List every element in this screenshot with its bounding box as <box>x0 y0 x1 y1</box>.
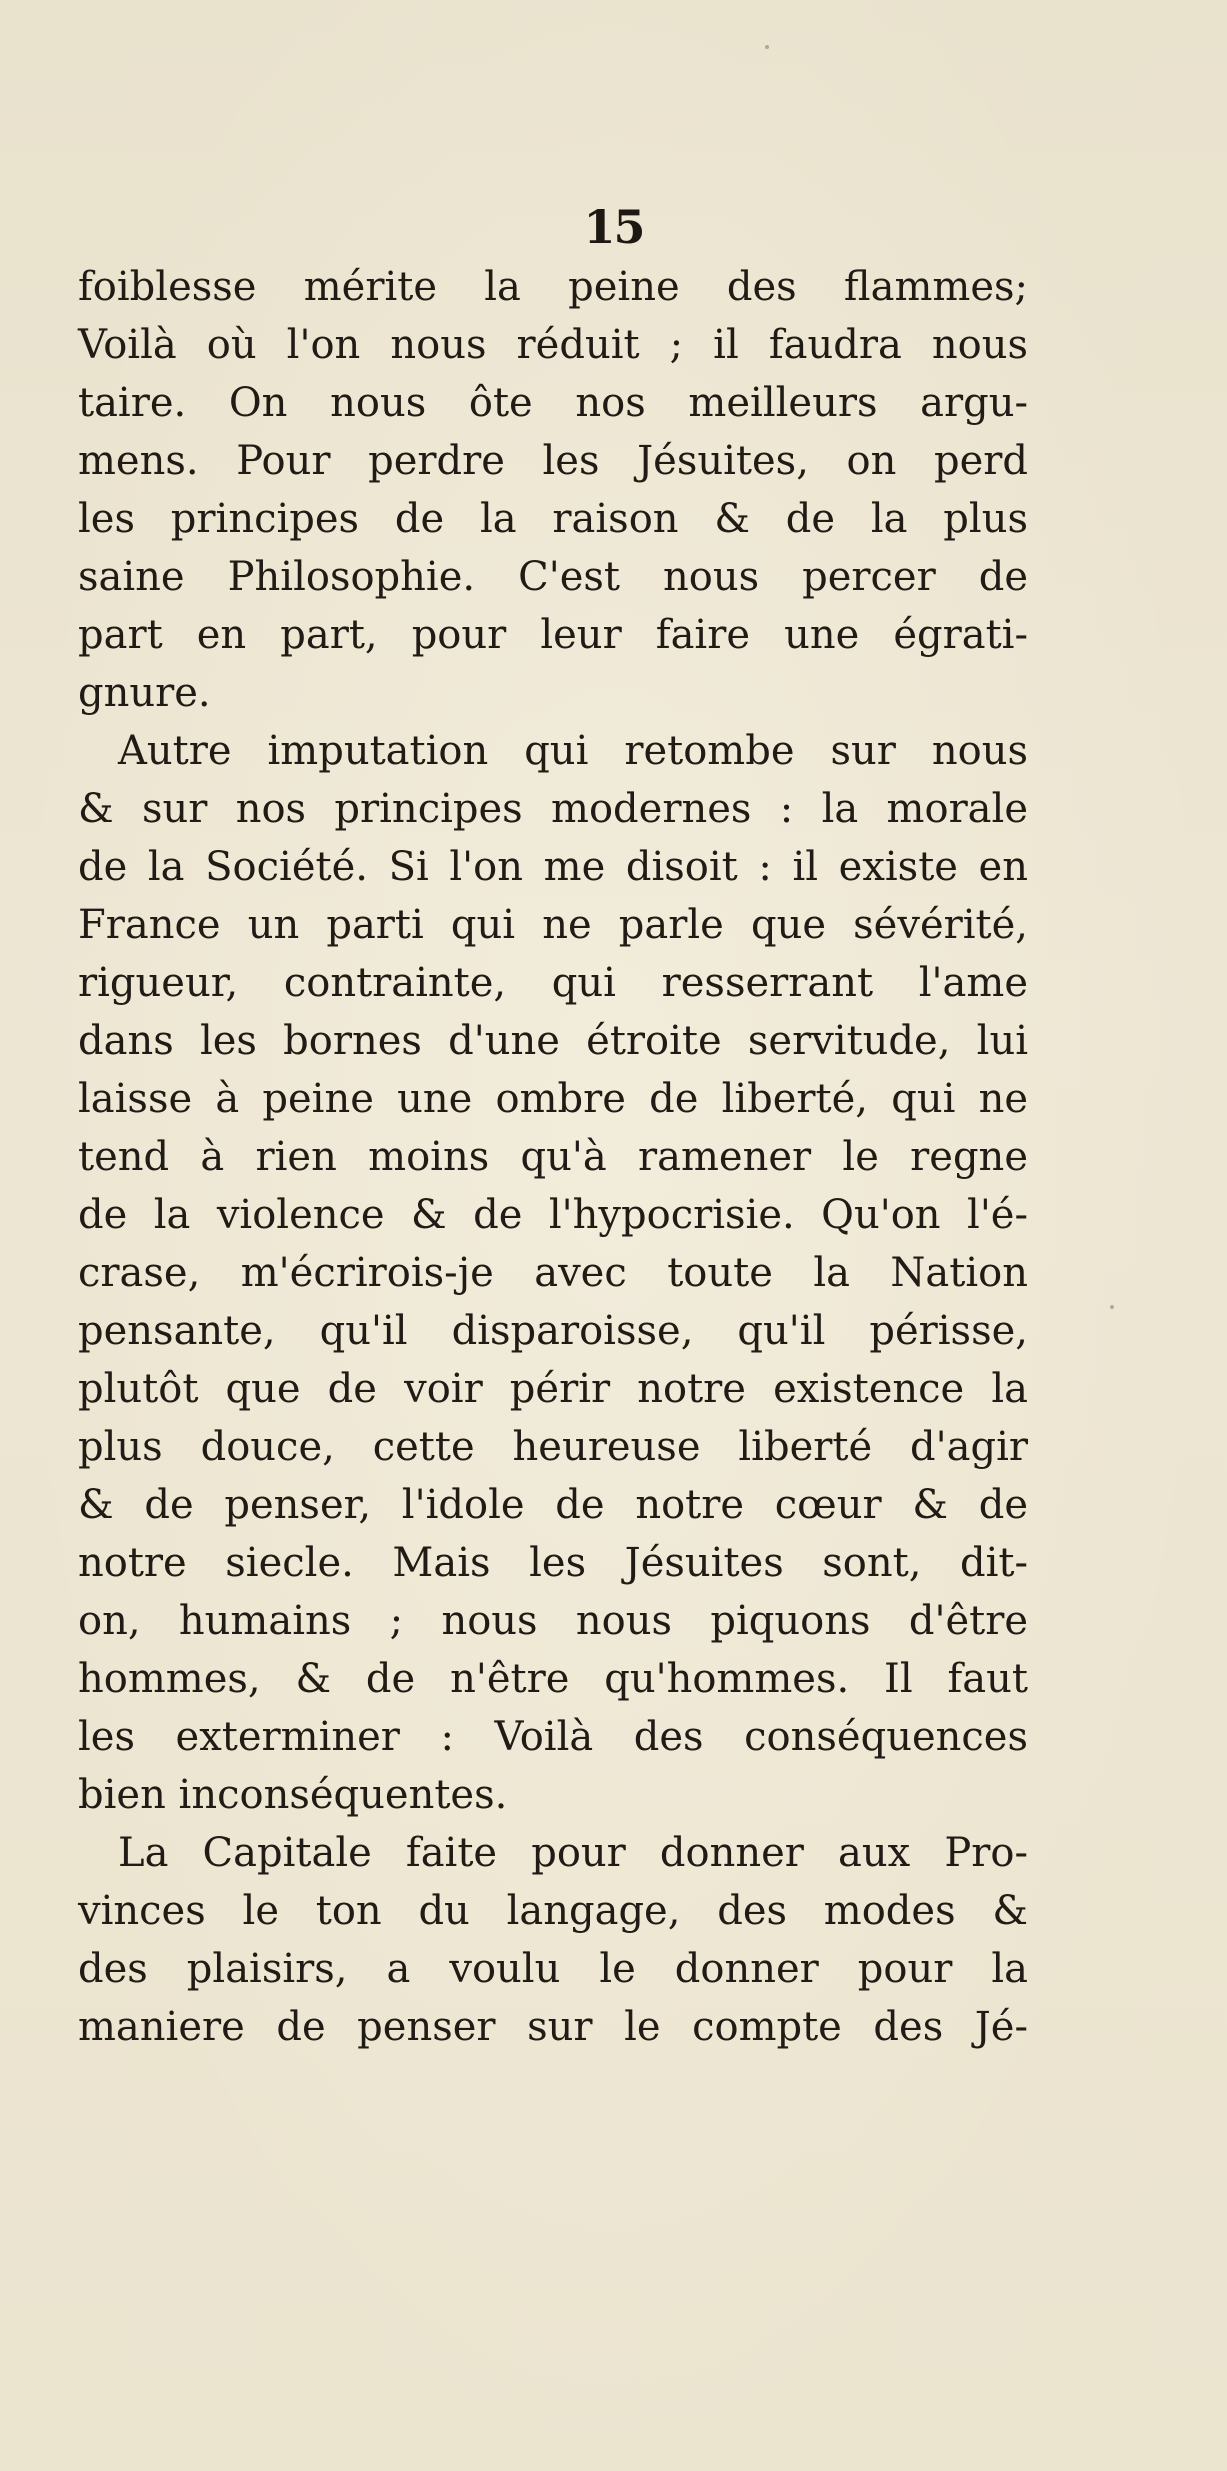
text-line: part en part, pour leur faire une égrati- <box>78 612 1028 658</box>
text-line: de la violence & de l'hypocrisie. Qu'on l'é- <box>78 1192 1028 1238</box>
text-line: notre siecle. Mais les Jésuites sont, dit- <box>78 1540 1028 1586</box>
text-line: foiblesse mérite la peine des flammes; <box>78 264 1028 310</box>
paper-speck <box>1110 1305 1114 1309</box>
text-line: dans les bornes d'une étroite servitude, lui <box>78 1018 1028 1064</box>
text-line: les principes de la raison & de la plus <box>78 496 1028 542</box>
text-line: plus douce, cette heureuse liberté d'agir <box>78 1424 1028 1470</box>
paragraph-first-line: Autre imputation qui retombe sur nous <box>118 728 1028 774</box>
text-line: taire. On nous ôte nos meilleurs argu- <box>78 380 1028 426</box>
text-line: gnure. <box>78 670 211 716</box>
text-line: saine Philosophie. C'est nous percer de <box>78 554 1028 600</box>
text-line: tend à rien moins qu'à ramener le regne <box>78 1134 1028 1180</box>
text-line: des plaisirs, a voulu le donner pour la <box>78 1946 1028 1992</box>
text-line: Voilà où l'on nous réduit ; il faudra nous <box>78 322 1028 368</box>
text-line: vinces le ton du langage, des modes & <box>78 1888 1028 1934</box>
text-line: & sur nos principes modernes : la morale <box>78 786 1028 832</box>
text-line: pensante, qu'il disparoisse, qu'il périsse, <box>78 1308 1028 1354</box>
text-line: plutôt que de voir périr notre existence la <box>78 1366 1028 1412</box>
page-number: 15 <box>583 200 644 254</box>
body-text <box>78 258 1028 2056</box>
text-line: France un parti qui ne parle que sévérité, <box>78 902 1028 948</box>
text-line: bien inconséquentes. <box>78 1772 508 1818</box>
text-line: maniere de penser sur le compte des Jé- <box>78 2004 1028 2050</box>
text-line: les exterminer : Voilà des conséquences <box>78 1714 1028 1760</box>
text-line: on, humains ; nous nous piquons d'être <box>78 1598 1028 1644</box>
paper-speck <box>765 45 769 49</box>
text-line: crase, m'écrirois-je avec toute la Nation <box>78 1250 1028 1296</box>
text-line: & de penser, l'idole de notre cœur & de <box>78 1482 1028 1528</box>
text-line: mens. Pour perdre les Jésuites, on perd <box>78 438 1028 484</box>
text-line: rigueur, contrainte, qui resserrant l'ame <box>78 960 1028 1006</box>
paragraph-first-line: La Capitale faite pour donner aux Pro- <box>118 1830 1028 1876</box>
text-line: de la Société. Si l'on me disoit : il existe en <box>78 844 1028 890</box>
text-line: hommes, & de n'être qu'hommes. Il faut <box>78 1656 1028 1702</box>
text-line: laisse à peine une ombre de liberté, qui ne <box>78 1076 1028 1122</box>
